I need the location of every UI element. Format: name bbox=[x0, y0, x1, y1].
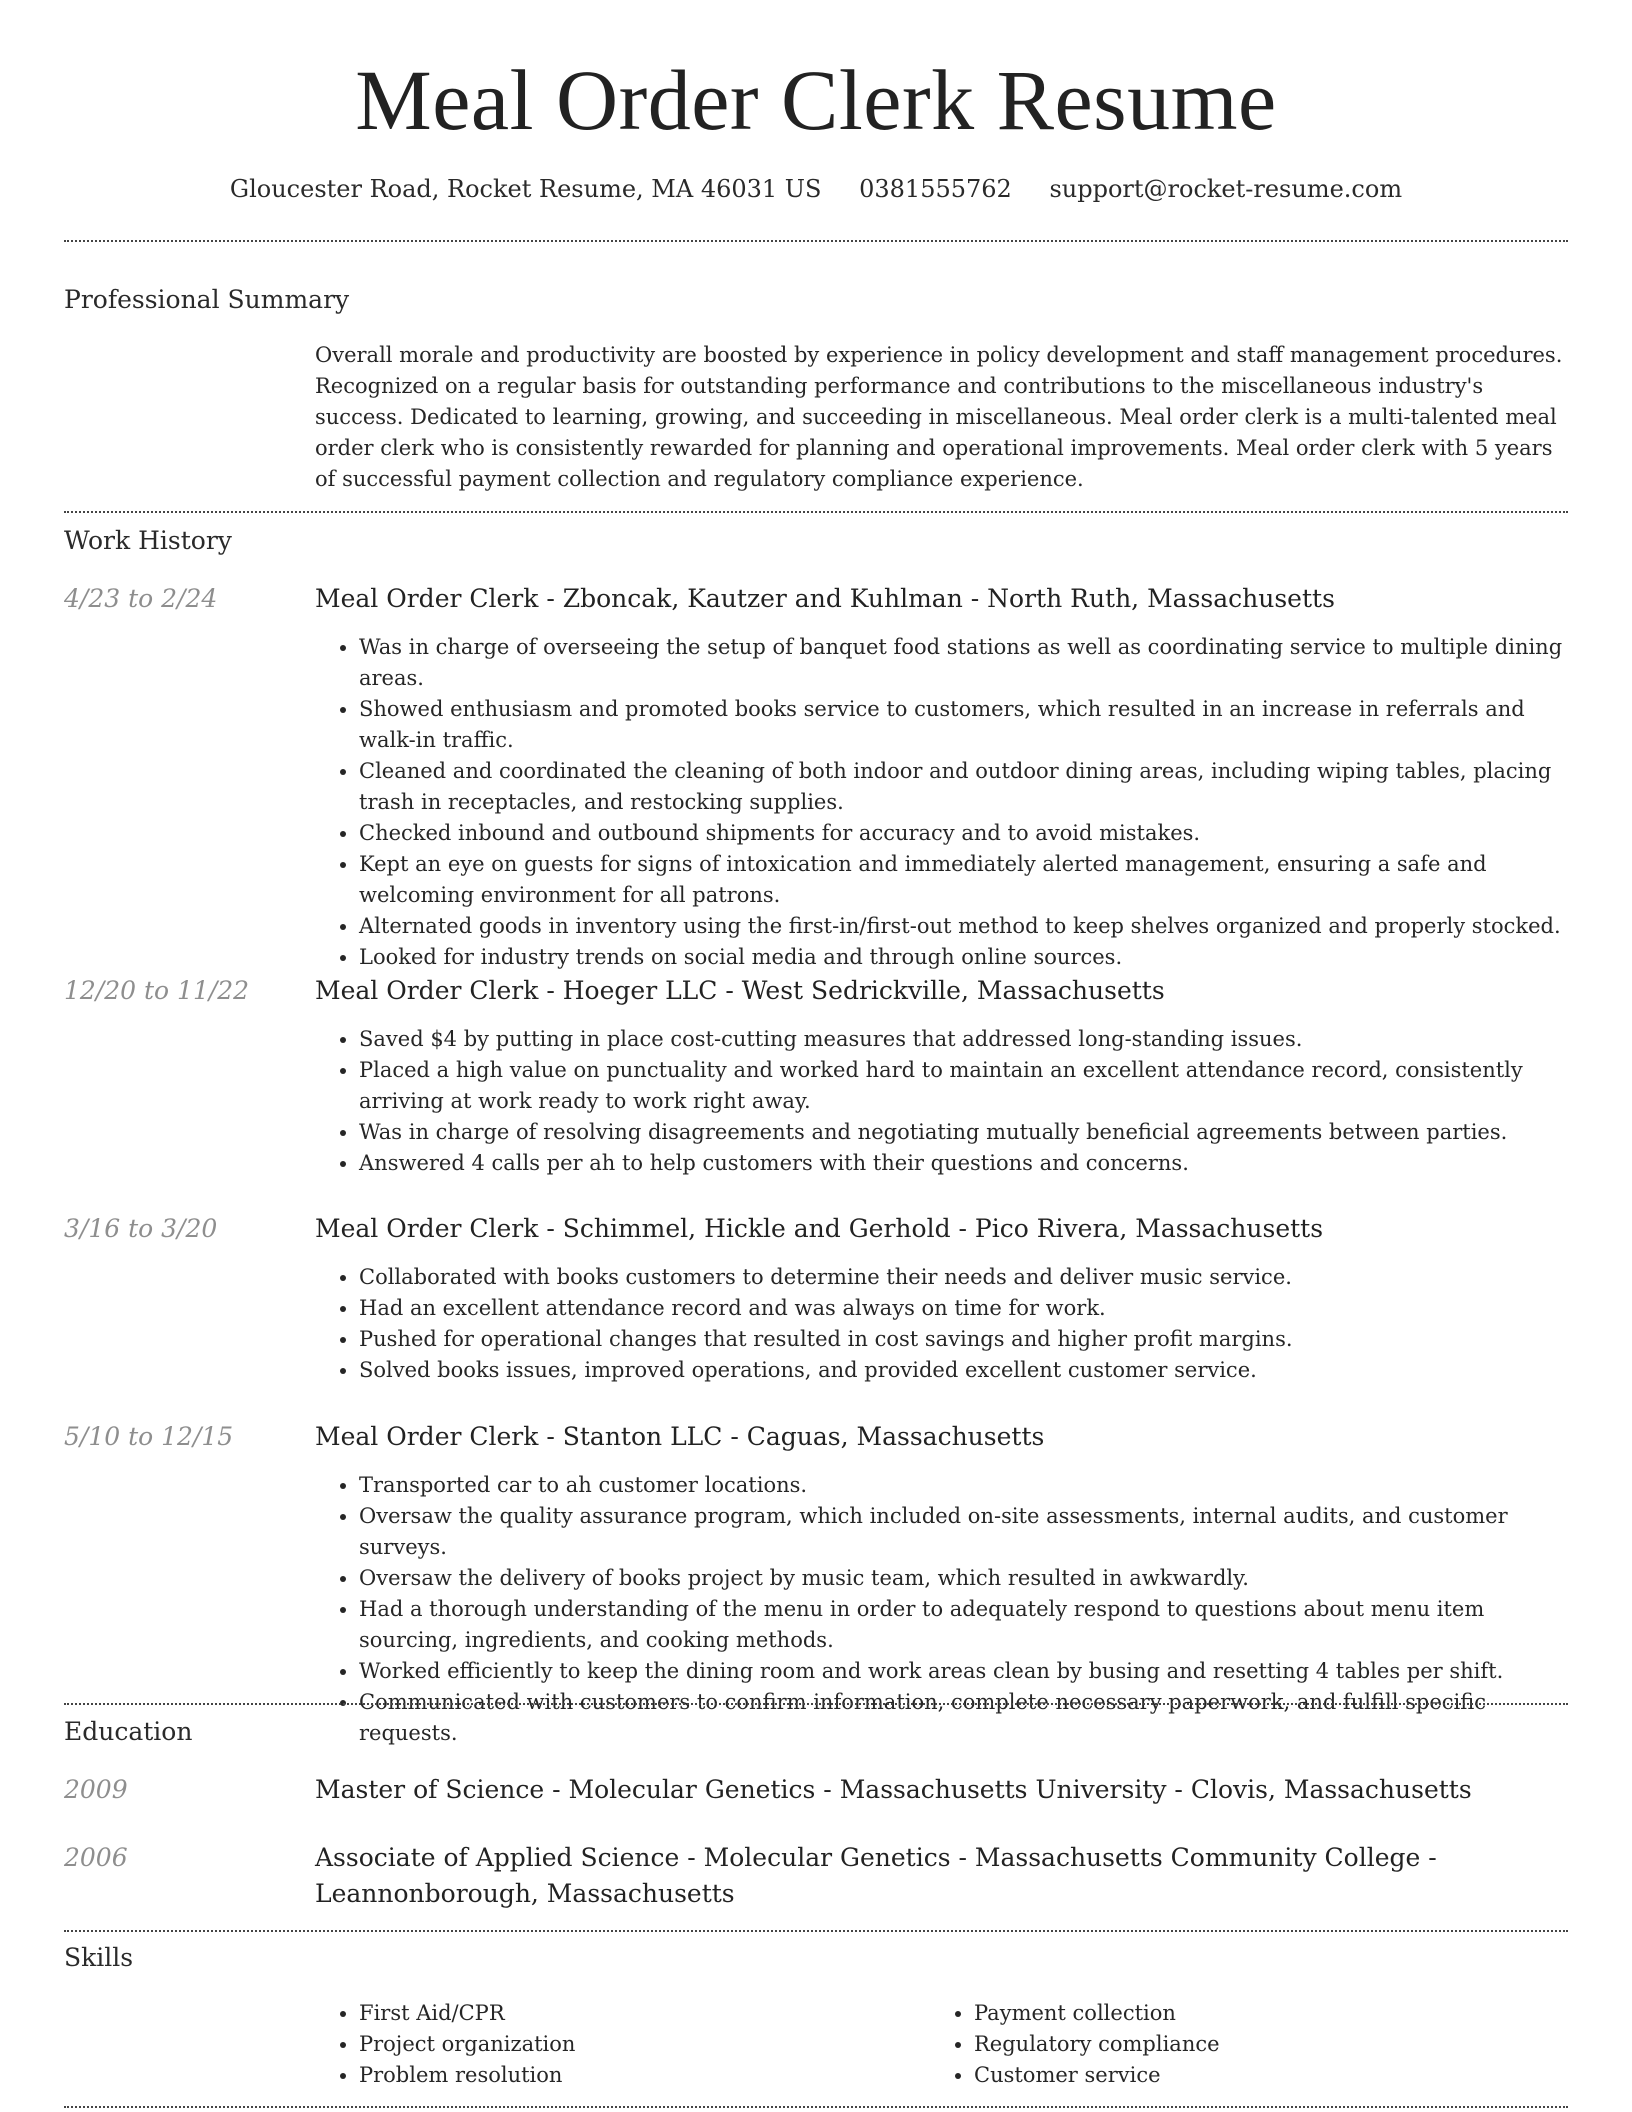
skills-list-right bbox=[930, 1998, 1534, 2091]
job-bullets bbox=[315, 1262, 1568, 1386]
summary-body bbox=[315, 340, 1568, 495]
list-item: • Was in charge of overseeing the setup of banquet food stations as well as coordinating service to multiple dining areas. bbox=[359, 632, 1568, 694]
education-year: 2006 bbox=[64, 1843, 128, 1872]
contact-address: Gloucester Road, Rocket Resume, MA 46031 US bbox=[229, 175, 822, 203]
list-item: • Answered 4 calls per ah to help customers with their questions and concerns. bbox=[359, 1148, 1568, 1179]
list-item: • Showed enthusiasm and promoted books service to customers, which resulted in an increase in referrals and walk-in traffic. bbox=[359, 694, 1568, 756]
list-item: • Communicated with customers to confirm information, complete necessary paperwork, and fulfill specific requests. bbox=[359, 1687, 1568, 1749]
list-item: • Was in charge of resolving disagreements and negotiating mutually beneficial agreements between parties. bbox=[359, 1117, 1568, 1148]
job-dates: 3/16 to 3/20 bbox=[64, 1214, 218, 1243]
list-item: • Cleaned and coordinated the cleaning of both indoor and outdoor dining areas, including wiping tables, placing trash in receptacles, and restocking supplies. bbox=[359, 756, 1568, 818]
job-bullets bbox=[315, 632, 1568, 973]
job-dates: 4/23 to 2/24 bbox=[64, 584, 218, 613]
skill-item: • First Aid/CPR bbox=[359, 1998, 919, 2029]
divider bbox=[64, 1703, 1568, 1705]
divider bbox=[64, 240, 1568, 242]
summary-text: Overall morale and productivity are boosted by experience in policy development and staff management procedures. Recognized on a regular basis for outstanding performance and contributions to the miscellaneous industry's success. Dedicated to learning, growing, and succeeding in miscellaneous. Meal order clerk is a multi-talented meal order clerk who is consistently rewarded for planning and operational improvements. Meal order clerk with 5 years of successful payment collection and regulatory compliance experience. bbox=[315, 343, 1563, 491]
contact-phone: 0381555762 bbox=[859, 175, 1012, 203]
job-heading: Meal Order Clerk - Zboncak, Kautzer and Kuhlman - North Ruth, Massachusetts bbox=[315, 584, 1335, 613]
skill-item: • Regulatory compliance bbox=[974, 2029, 1534, 2060]
list-item: • Pushed for operational changes that resulted in cost savings and higher profit margins. bbox=[359, 1324, 1568, 1355]
skill-item: • Problem resolution bbox=[359, 2060, 919, 2091]
job-heading: Meal Order Clerk - Stanton LLC - Caguas, Massachusetts bbox=[315, 1422, 1045, 1451]
skill-item: • Customer service bbox=[974, 2060, 1534, 2091]
contact-line bbox=[0, 174, 1632, 204]
job-bullets bbox=[315, 1024, 1568, 1179]
list-item: • Had a thorough understanding of the menu in order to adequately respond to questions about menu item sourcing, ingredients, and cooking methods. bbox=[359, 1594, 1568, 1656]
skills-heading: Skills bbox=[64, 1943, 134, 1972]
job-dates: 5/10 to 12/15 bbox=[64, 1422, 234, 1451]
list-item: • Transported car to ah customer locations. bbox=[359, 1470, 1568, 1501]
contact-email: support@rocket-resume.com bbox=[1049, 175, 1403, 203]
resume-header bbox=[0, 0, 1632, 204]
education-heading: Education bbox=[64, 1717, 193, 1746]
job-heading: Meal Order Clerk - Hoeger LLC - West Sedrickville, Massachusetts bbox=[315, 976, 1165, 1005]
list-item: • Kept an eye on guests for signs of intoxication and immediately alerted management, ensuring a safe and welcoming environment for all patrons. bbox=[359, 849, 1568, 911]
list-item: • Had an excellent attendance record and was always on time for work. bbox=[359, 1293, 1568, 1324]
job-heading: Meal Order Clerk - Schimmel, Hickle and Gerhold - Pico Rivera, Massachusetts bbox=[315, 1214, 1324, 1243]
list-item: • Oversaw the quality assurance program, which included on-site assessments, internal audits, and customer surveys. bbox=[359, 1501, 1568, 1563]
divider bbox=[64, 1930, 1568, 1932]
list-item: • Collaborated with books customers to determine their needs and deliver music service. bbox=[359, 1262, 1568, 1293]
list-item: • Solved books issues, improved operations, and provided excellent customer service. bbox=[359, 1355, 1568, 1386]
resume-title: Meal Order Clerk Resume bbox=[355, 52, 1277, 148]
list-item: • Looked for industry trends on social media and through online sources. bbox=[359, 942, 1568, 973]
list-item: • Worked efficiently to keep the dining room and work areas clean by busing and resetting 4 tables per shift. bbox=[359, 1656, 1568, 1687]
skill-item: • Payment collection bbox=[974, 1998, 1534, 2029]
list-item: • Saved $4 by putting in place cost-cutting measures that addressed long-standing issues. bbox=[359, 1024, 1568, 1055]
list-item: • Alternated goods in inventory using the first-in/first-out method to keep shelves organized and properly stocked. bbox=[359, 911, 1568, 942]
job-dates: 12/20 to 11/22 bbox=[64, 976, 250, 1005]
education-entry: Associate of Applied Science - Molecular Genetics - Massachusetts Community College - Leannonborough, Massachusetts bbox=[315, 1843, 1437, 1908]
skill-item: • Project organization bbox=[359, 2029, 919, 2060]
list-item: • Checked inbound and outbound shipments for accuracy and to avoid mistakes. bbox=[359, 818, 1568, 849]
education-year: 2009 bbox=[64, 1775, 128, 1804]
job-bullets bbox=[315, 1470, 1568, 1749]
work-history-heading: Work History bbox=[64, 526, 232, 555]
skills-list-left bbox=[315, 1998, 919, 2091]
list-item: • Oversaw the delivery of books project by music team, which resulted in awkwardly. bbox=[359, 1563, 1568, 1594]
education-entry: Master of Science - Molecular Genetics - Massachusetts University - Clovis, Massachusetts bbox=[315, 1775, 1472, 1804]
summary-heading: Professional Summary bbox=[64, 285, 350, 314]
list-item: • Placed a high value on punctuality and worked hard to maintain an excellent attendance record, consistently arriving at work ready to work right away. bbox=[359, 1055, 1568, 1117]
divider bbox=[64, 511, 1568, 513]
divider bbox=[64, 2106, 1568, 2108]
